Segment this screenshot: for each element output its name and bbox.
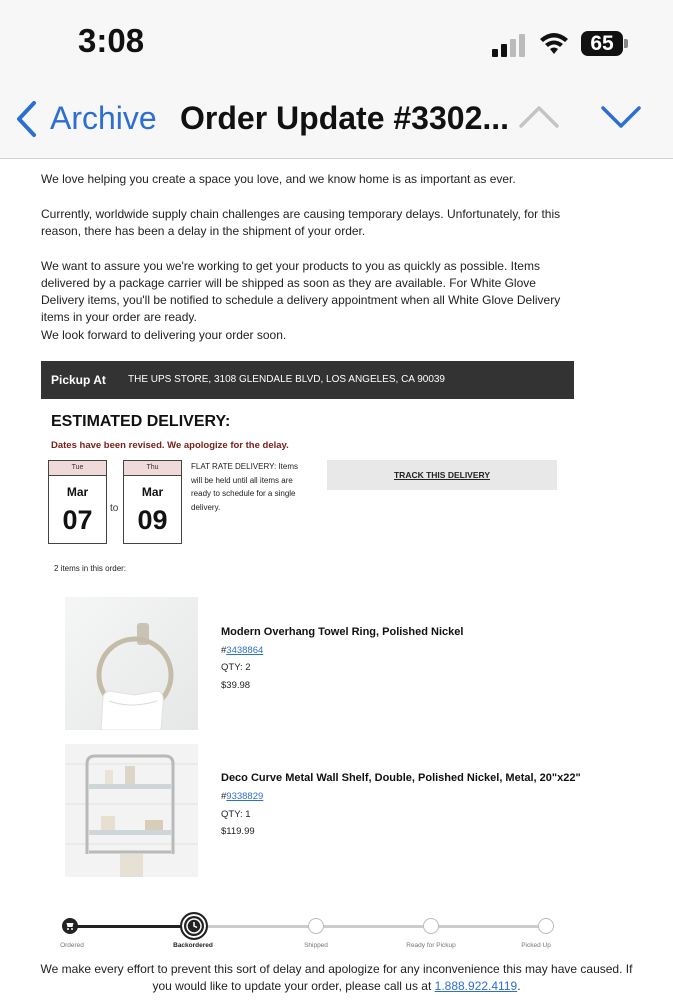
sku-prefix: # bbox=[221, 645, 227, 656]
step-label: Ordered bbox=[60, 942, 84, 949]
status-bar bbox=[0, 0, 673, 80]
flat-rate-note: FLAT RATE DELIVERY: Items will be held until all items are ready to schedule for a single delivery. bbox=[191, 462, 298, 512]
assurance-paragraph: We want to assure you we're working to get your products to you as quickly as possible. Items delivered by a package carrier will be shipped as soon as they are available. For White Glove Delivery items, you'll be notified to schedule a delivery appointment when all White Glove Delivery items in your order are ready. bbox=[41, 259, 561, 324]
step-label-current: Backordered bbox=[173, 942, 213, 949]
step-backordered-icon bbox=[180, 912, 208, 940]
battery-icon: 65 bbox=[581, 31, 623, 56]
product-name[interactable]: Modern Overhang Towel Ring, Polished Nickel bbox=[221, 626, 464, 638]
footer-message bbox=[30, 961, 643, 995]
battery-tip bbox=[624, 39, 628, 48]
product-qty: QTY: 1 bbox=[221, 809, 251, 820]
progress-line-pending bbox=[194, 925, 546, 928]
items-count: 2 items in this order: bbox=[54, 564, 127, 573]
product-sku bbox=[221, 791, 263, 802]
estimated-delivery-title: ESTIMATED DELIVERY: bbox=[51, 413, 231, 430]
calendar-from bbox=[48, 460, 107, 544]
calendar-weekday: Tue bbox=[49, 461, 106, 476]
cellular-signal-icon bbox=[492, 33, 526, 57]
progress-line-complete bbox=[70, 925, 194, 928]
product-sku bbox=[221, 645, 263, 656]
product-name[interactable]: Deco Curve Metal Wall Shelf, Double, Polished Nickel, Metal, 20"x22" bbox=[221, 772, 581, 784]
delay-paragraph: Currently, worldwide supply chain challenges are causing temporary delays. Unfortunately, for this reason, there has been a delay in the shipment of your order. bbox=[41, 207, 561, 238]
revised-notice: Dates have been revised. We apologize for the delay. bbox=[51, 440, 289, 451]
calendar-day: 09 bbox=[137, 505, 168, 535]
pickup-bar bbox=[41, 361, 574, 399]
clock: 3:08 bbox=[78, 22, 145, 59]
previous-message-icon[interactable] bbox=[518, 104, 560, 130]
intro-paragraph: We love helping you create a space you love, and we know home is as important as ever. bbox=[41, 172, 516, 186]
step-ordered-icon bbox=[62, 918, 78, 934]
product-sku-link[interactable]: 9338829 bbox=[226, 791, 264, 802]
step-label: Ready for Pickup bbox=[406, 942, 456, 949]
pickup-label: Pickup At bbox=[51, 373, 106, 387]
calendar-month: Mar bbox=[66, 485, 89, 499]
calendar-to bbox=[123, 460, 182, 544]
calendar-weekday: Thu bbox=[124, 461, 181, 476]
sku-prefix: # bbox=[221, 791, 227, 802]
footer-text: We make every effort to prevent this sort of delay and apologize for any inconvenience this may have caused. If you would like to update your order, please call us at bbox=[40, 962, 633, 993]
phone-link[interactable]: 1.888.922.4119 bbox=[434, 979, 518, 993]
next-message-icon[interactable] bbox=[600, 104, 642, 130]
closing-paragraph: We look forward to delivering your order soon. bbox=[41, 328, 287, 342]
product-price: $39.98 bbox=[221, 680, 251, 691]
page-title: Order Update #3302... bbox=[180, 100, 510, 136]
date-range-to: to bbox=[110, 503, 119, 514]
step-ready-icon bbox=[423, 918, 439, 934]
calendar-month: Mar bbox=[141, 485, 164, 499]
product-sku-link[interactable]: 3438864 bbox=[226, 645, 264, 656]
product-image-towel-ring[interactable] bbox=[65, 597, 198, 730]
product-price: $119.99 bbox=[221, 826, 255, 837]
back-button[interactable]: Archive bbox=[50, 100, 157, 136]
calendar-day: 07 bbox=[62, 505, 93, 535]
product-qty: QTY: 2 bbox=[221, 662, 251, 673]
pickup-address: THE UPS STORE, 3108 GLENDALE BLVD, LOS ANGELES, CA 90039 bbox=[128, 374, 445, 385]
step-picked-up-icon bbox=[538, 918, 554, 934]
step-label: Shipped bbox=[304, 942, 328, 949]
wifi-icon bbox=[538, 30, 570, 56]
back-chevron-icon[interactable] bbox=[14, 100, 40, 138]
step-label: Picked Up bbox=[521, 942, 551, 949]
nav-bar bbox=[0, 80, 673, 159]
track-delivery-button[interactable]: TRACK THIS DELIVERY bbox=[327, 460, 557, 490]
footer-end: . bbox=[517, 979, 521, 993]
product-image-wall-shelf[interactable] bbox=[65, 744, 198, 877]
step-shipped-icon bbox=[308, 918, 324, 934]
